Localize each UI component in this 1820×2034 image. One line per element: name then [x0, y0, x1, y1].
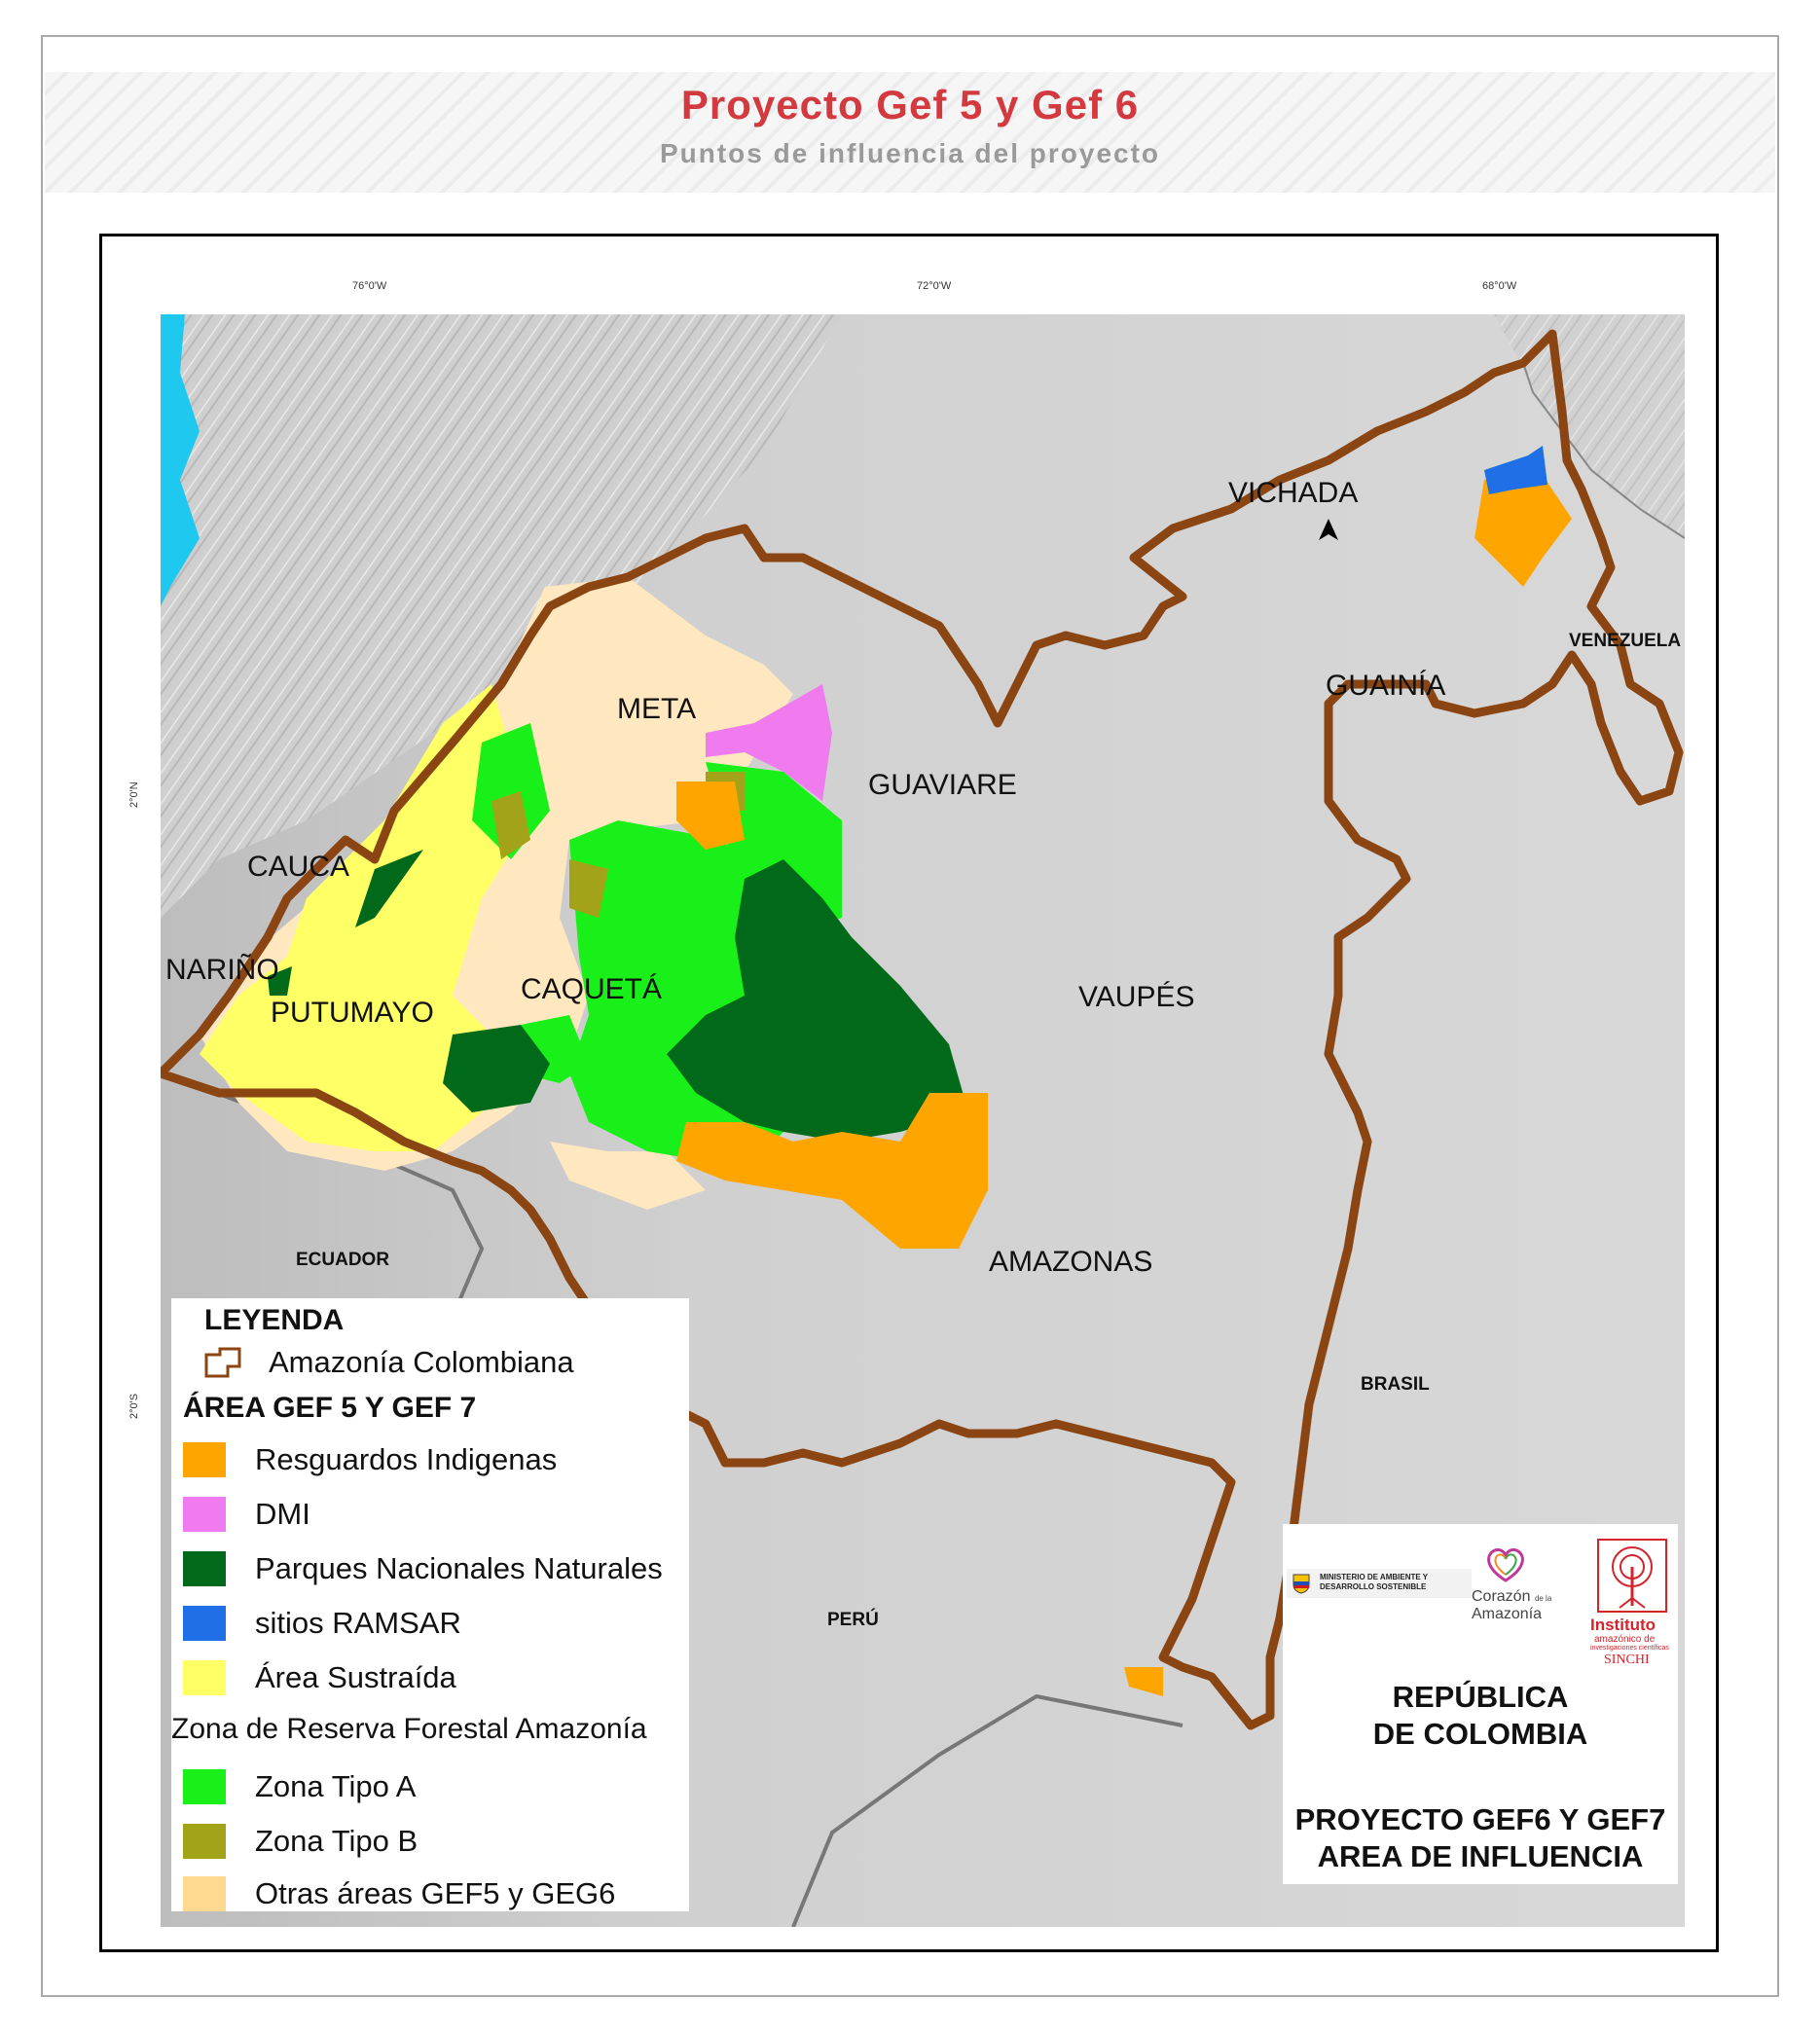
legend-label-otras: Otras áreas GEF5 y GEG6 — [255, 1876, 616, 1910]
legend-label-amazonia: Amazonía Colombiana — [269, 1345, 574, 1379]
page-title: Proyecto Gef 5 y Gef 6 — [680, 82, 1140, 127]
label-vichada: VICHADA — [1228, 477, 1359, 509]
label-guainia: GUAINÍA — [1326, 670, 1446, 702]
legend-row-otras — [183, 1872, 615, 1915]
sustraida-swatch — [183, 1660, 226, 1695]
info-box — [1283, 1524, 1678, 1884]
republica-line1: REPÚBLICA — [1392, 1680, 1569, 1714]
ministry-logo — [1287, 1569, 1472, 1598]
legend-label-tipo-a: Zona Tipo A — [255, 1769, 417, 1803]
label-cauca: CAUCA — [247, 851, 350, 883]
institute-line2: amazónico de — [1594, 1634, 1656, 1645]
lat-label-2n: 2°0'N — [128, 781, 140, 808]
label-meta: META — [617, 693, 697, 725]
legend-label-resguardos: Resguardos Indigenas — [255, 1442, 558, 1476]
legend-label-ramsar: sitios RAMSAR — [255, 1606, 461, 1640]
label-caqueta: CAQUETÁ — [521, 973, 663, 1005]
project-line1: PROYECTO GEF6 Y GEF7 — [1294, 1802, 1666, 1836]
legend-row-tipo-a — [183, 1765, 416, 1808]
lon-label-72w: 72°0'W — [917, 280, 952, 292]
label-venezuela: VENEZUELA — [1569, 631, 1682, 651]
label-vaupes: VAUPÉS — [1078, 981, 1195, 1013]
heart-logo-icon — [1483, 1545, 1528, 1584]
label-guaviare: GUAVIARE — [868, 769, 1017, 801]
legend-label-dmi: DMI — [255, 1497, 310, 1531]
lon-label-68w: 68°0'W — [1482, 280, 1517, 292]
legend-row-pnn — [183, 1547, 663, 1590]
label-putumayo: PUTUMAYO — [271, 997, 434, 1029]
institute-line3: investigaciones científicas — [1590, 1645, 1669, 1652]
tipo-a-swatch — [183, 1769, 226, 1804]
legend-label-sustraida: Área Sustraída — [255, 1660, 456, 1694]
boundary-swatch-icon — [200, 1345, 243, 1380]
corazon-line2: Amazonía — [1472, 1606, 1543, 1622]
ministry-text: MINISTERIO DE AMBIENTE Y DESARROLLO SOSTENIBLE — [1320, 1573, 1428, 1591]
republica-line2: DE COLOMBIA — [1372, 1717, 1588, 1751]
legend-row-sustraida — [183, 1656, 456, 1699]
legend-row-tipo-b — [183, 1820, 418, 1863]
legend-row-amazonia — [200, 1341, 574, 1384]
legend-label-tipo-b: Zona Tipo B — [255, 1824, 419, 1858]
lon-label-76w: 76°0'W — [352, 280, 387, 292]
project-line2: AREA DE INFLUENCIA — [1317, 1839, 1644, 1873]
label-peru: PERÚ — [827, 1610, 879, 1630]
dmi-swatch — [183, 1497, 226, 1532]
page-subtitle: Puntos de influencia del proyecto — [659, 138, 1161, 168]
corazon-small: de la — [1534, 1594, 1552, 1603]
colombia-shield-icon — [1291, 1573, 1312, 1594]
corazon-logo-text — [1472, 1588, 1551, 1606]
legend-group2-title: Zona de Reserva Forestal Amazonía — [171, 1713, 647, 1745]
corazon-line1: Corazón — [1472, 1588, 1531, 1605]
legend-row-resguardos — [183, 1438, 557, 1481]
institute-line4: SINCHI — [1604, 1653, 1650, 1667]
label-amazonas: AMAZONAS — [989, 1246, 1153, 1278]
label-narino: NARIÑO — [165, 954, 279, 986]
sinchi-tree-logo-icon — [1596, 1538, 1668, 1614]
legend-group1-title: ÁREA GEF 5 Y GEF 7 — [183, 1392, 477, 1424]
legend-row-dmi — [183, 1493, 310, 1536]
resguardos-swatch — [183, 1442, 226, 1477]
legend-title: LEYENDA — [204, 1304, 345, 1336]
label-ecuador: ECUADOR — [296, 1250, 390, 1270]
legend-label-pnn: Parques Nacionales Naturales — [255, 1551, 663, 1585]
tipo-b-swatch — [183, 1824, 226, 1859]
institute-line1: Instituto — [1590, 1616, 1656, 1634]
label-brasil: BRASIL — [1361, 1374, 1430, 1395]
otras-swatch — [183, 1876, 226, 1911]
legend-row-ramsar — [183, 1602, 461, 1645]
map-legend — [171, 1298, 689, 1911]
lat-label-2s: 2°0'S — [128, 1393, 140, 1419]
ramsar-swatch — [183, 1606, 226, 1641]
pnn-swatch — [183, 1551, 226, 1586]
